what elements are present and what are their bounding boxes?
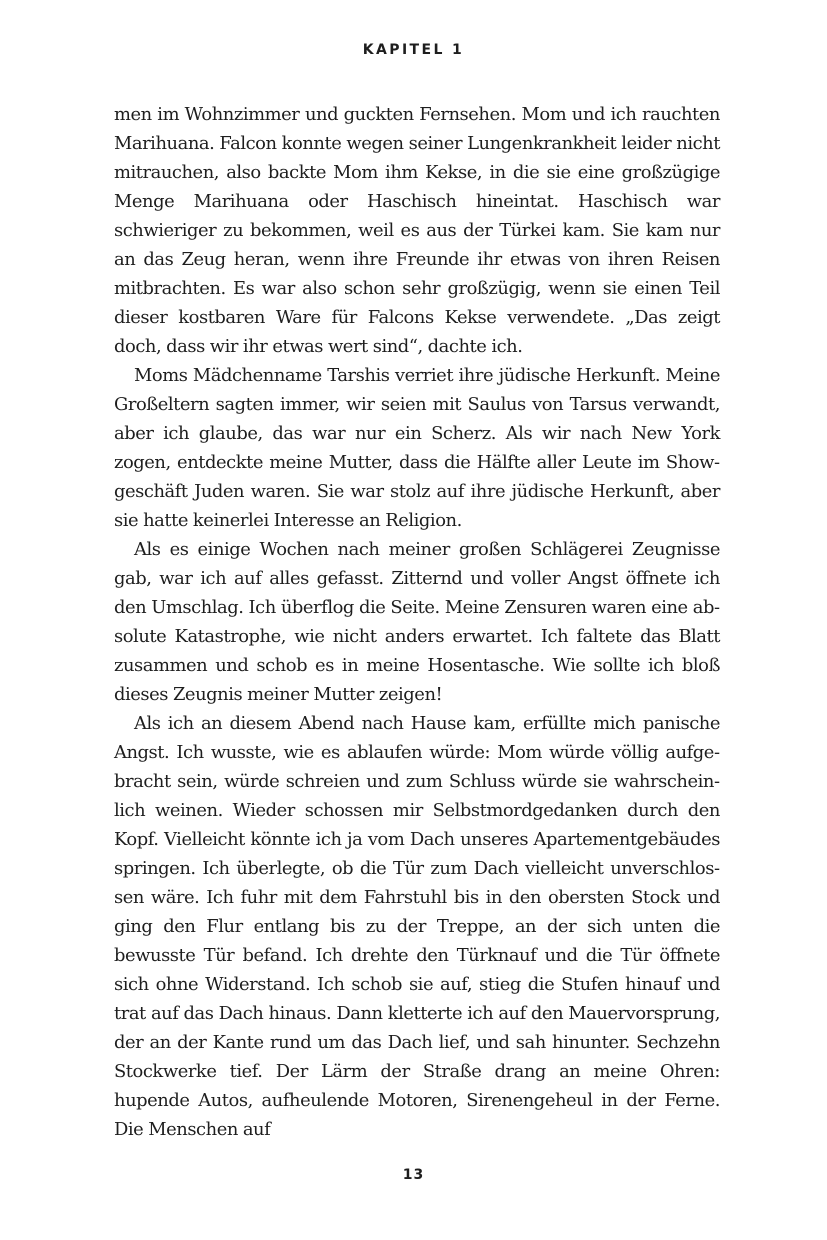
paragraph-2: Moms Mädchenname Tarshis verriet ihre jüdische Herkunft. Meine Großeltern sagten immer, wir seien mit Saulus von Tarsus verwandt, aber ich glaube, das war nur ein Scherz. Als wir nach New York zogen, entdeckte meine Mutter, dass die Hälfte aller Leute im Showgeschäft Juden waren. Sie war stolz auf ihre jüdische Herkunft, aber sie hatte keinerlei Interesse an Religion. [114,365,720,531]
body-text [114,100,720,1144]
paragraph-1: men im Wohnzimmer und guckten Fernsehen. Mom und ich rauchten Marihuana. Falcon konnte wegen seiner Lungenkrankheit leider nicht mitrauchen, also backte Mom ihm Kekse, in die sie eine großzügige Menge Marihuana oder Haschisch hineintat. Haschisch war schwieriger zu bekommen, weil es aus der Türkei kam. Sie kam nur an das Zeug heran, wenn ihre Freunde ihr etwas von ihren Reisen mitbrachten. Es war also schon sehr großzügig, wenn sie einen Teil dieser kostbaren Ware für Falcons Kekse verwendete. „Das zeigt doch, dass wir ihr etwas wert sind“, dachte ich. [114,104,720,357]
running-head: KAPITEL 1 [362,42,465,58]
page-number: 13 [402,1167,425,1183]
paragraph-3: Als es einige Wochen nach meiner großen Schlägerei Zeugnisse gab, war ich auf alles gefasst. Zitternd und voller Angst öffnete ich den Umschlag. Ich überflog die Seite. Meine Zensuren waren eine absolute Katastrophe, wie nicht anders erwartet. Ich faltete das Blatt zusammen und schob es in meine Hosentasche. Wie sollte ich bloß dieses Zeugnis meiner Mutter zeigen! [114,539,720,705]
paragraph-4: Als ich an diesem Abend nach Hause kam, erfüllte mich panische Angst. Ich wusste, wie es ablaufen würde: Mom würde völlig aufgebracht sein, würde schreien und zum Schluss würde sie wahrscheinlich weinen. Wieder schossen mir Selbstmordgedanken durch den Kopf. Vielleicht könnte ich ja vom Dach unseres Apartementgebäudes springen. Ich überlegte, ob die Tür zum Dach vielleicht unverschlossen wäre. Ich fuhr mit dem Fahrstuhl bis in den obersten Stock und ging den Flur entlang bis zu der Treppe, an der sich unten die bewusste Tür befand. Ich drehte den Türknauf und die Tür öffnete sich ohne Widerstand. Ich schob sie auf, stieg die Stufen hinauf und trat auf das Dach hinaus. Dann kletterte ich auf den Mauervorsprung, der an der Kante rund um das Dach lief, und sah hinunter. Sechzehn Stockwerke tief. Der Lärm der Straße drang an meine Ohren: hupende Autos, aufheulende Motoren, Sirenengeheul in der Ferne. Die Menschen auf [114,713,720,1140]
